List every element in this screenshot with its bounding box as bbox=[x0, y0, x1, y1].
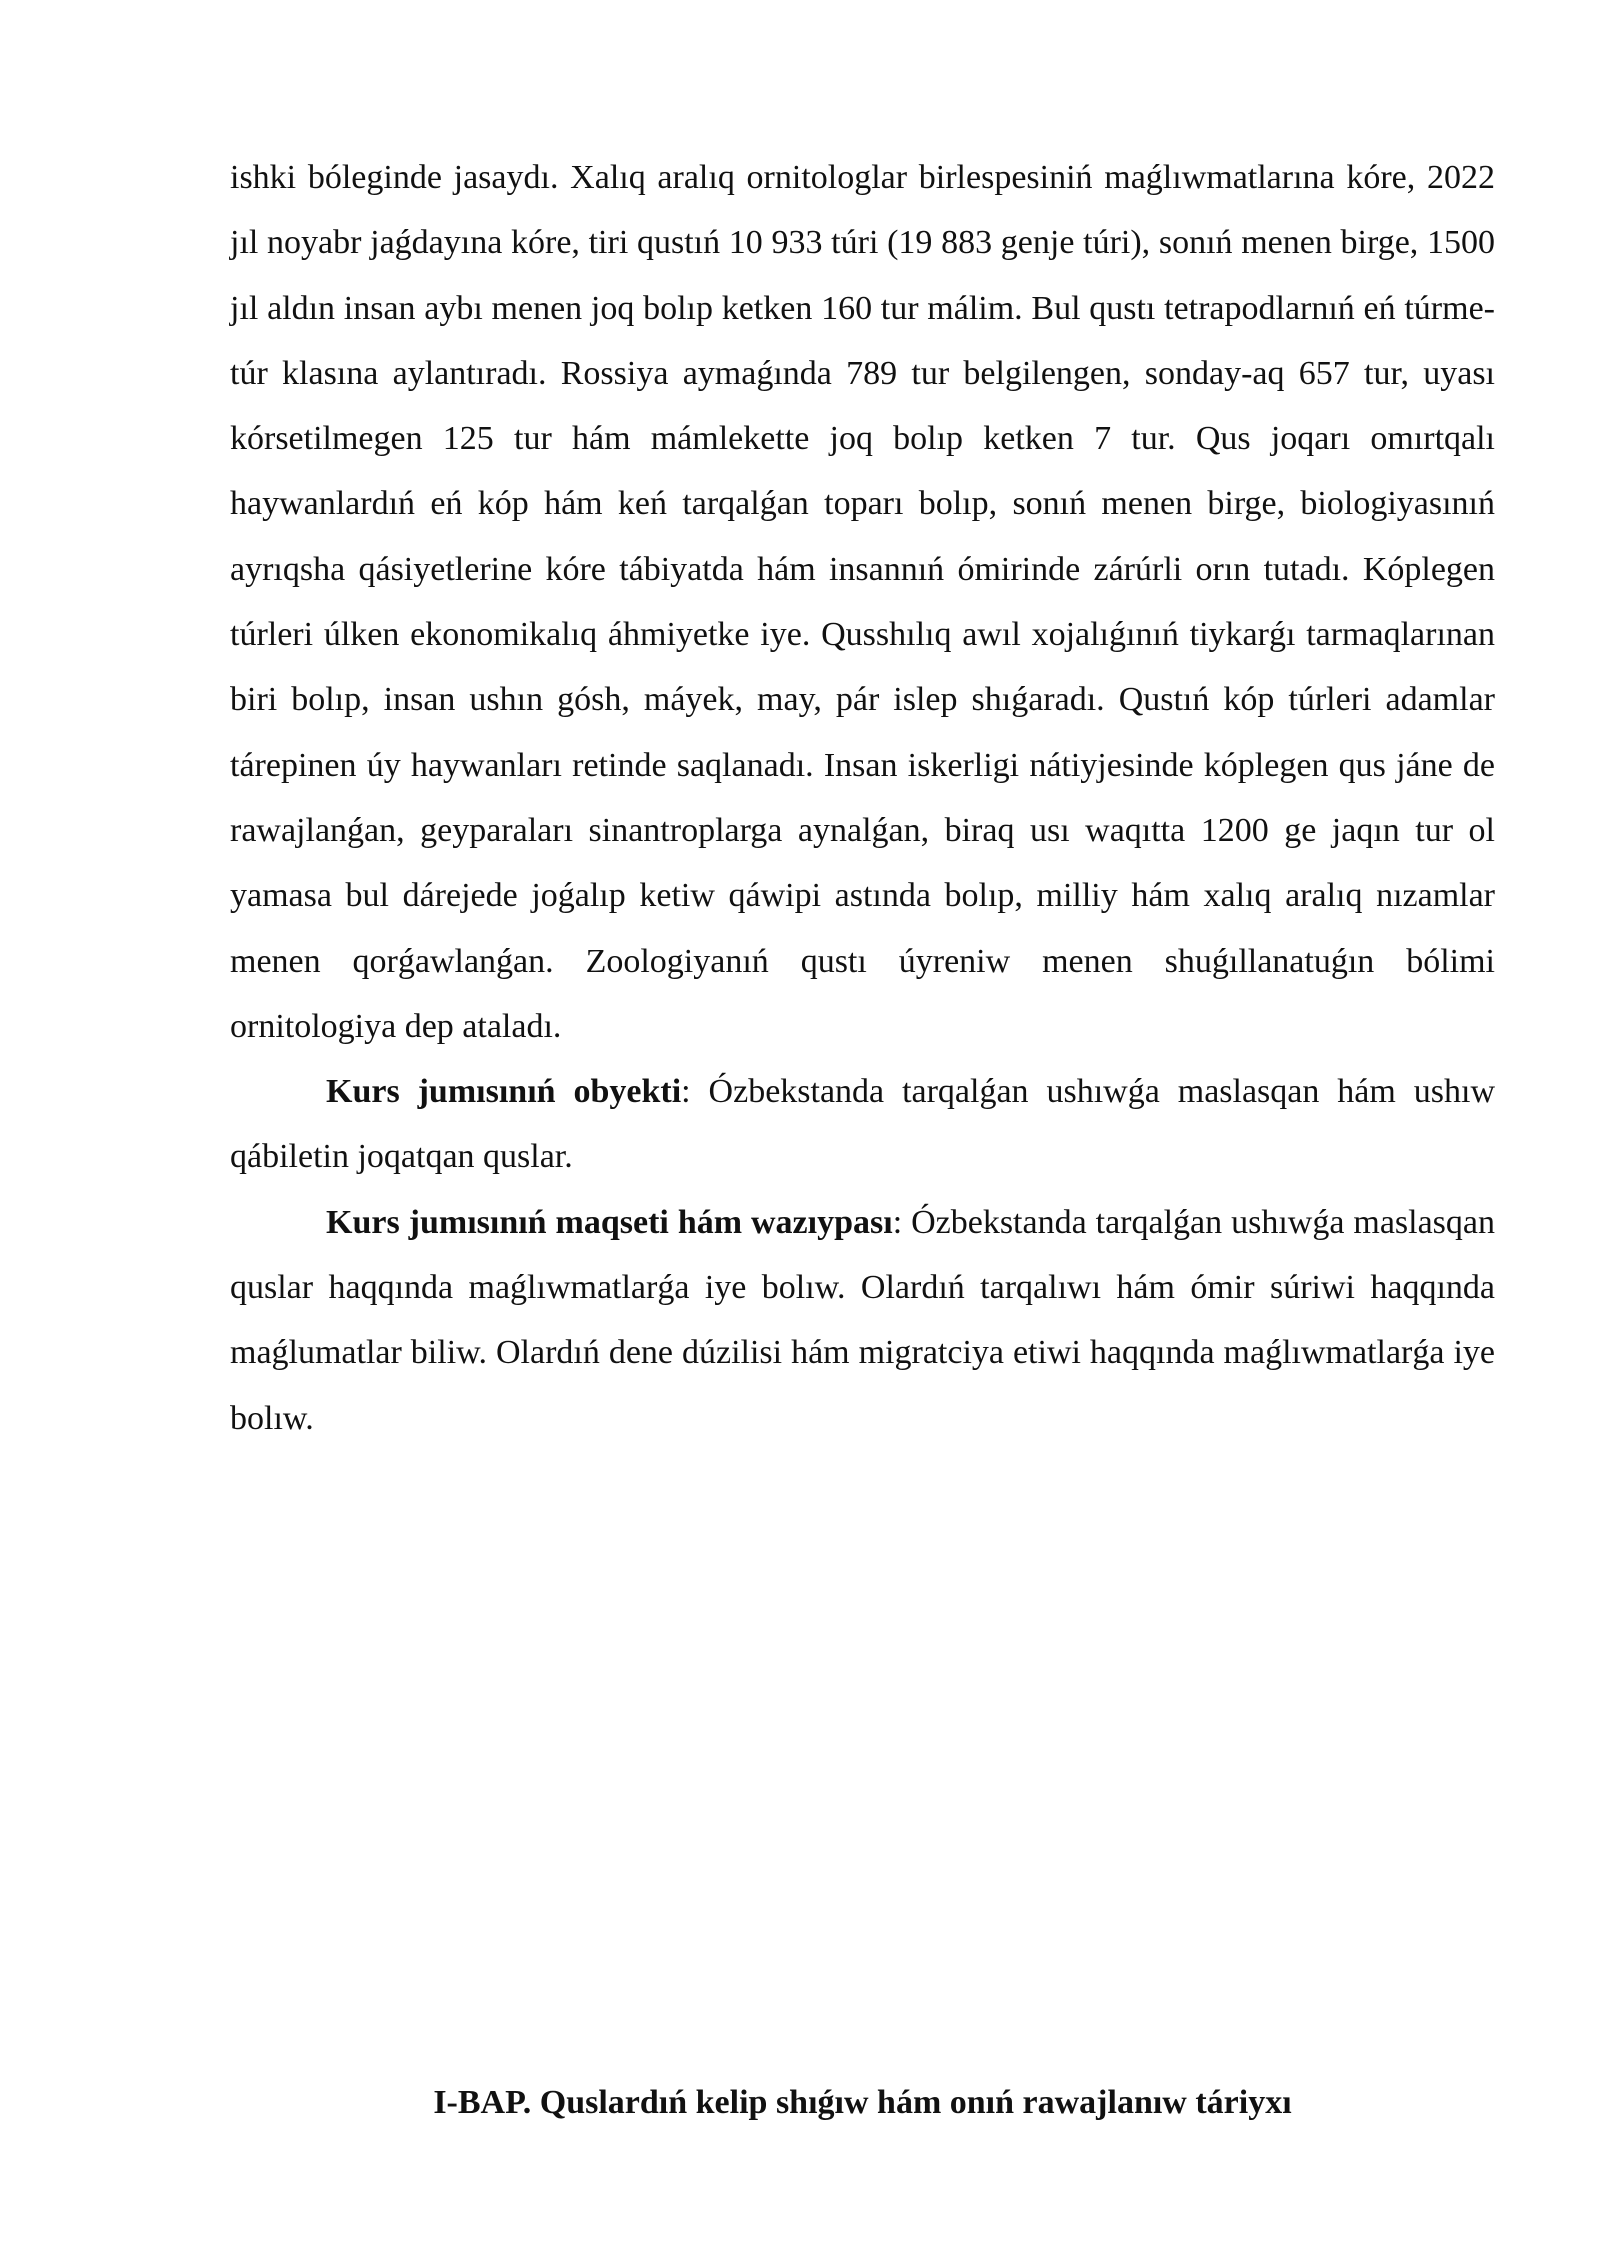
course-goal-label: Kurs jumısınıń maqseti hám wazıypası bbox=[326, 1203, 893, 1241]
course-goal-text: : Ózbekstanda tarqalǵan ushıwǵa maslasqan quslar haqqında maǵlıwmatlarǵa iye bolıw. Olardıń tarqalıwı hám ómir súriwi haqqında maǵlumatlar biliw. Olardıń dene dúzilisi hám migratciya etiwi haqqında maǵlıwmatlarǵa iye bolıw. bbox=[230, 1203, 1495, 1437]
course-object-paragraph bbox=[230, 1059, 1495, 1190]
chapter-heading: I-BAP. Quslardıń kelip shıǵıw hám onıń rawajlanıw táriyxı bbox=[433, 2084, 1292, 2121]
intro-paragraph: ishki bóleginde jasaydı. Xalıq aralıq ornitologlar birlespesiniń maǵlıwmatlarına kóre, 2022 jıl noyabr jaǵdayına kóre, tiri qustıń 10 933 túri (19 883 genje túri), sonıń menen birge, 1500 jıl aldın insan aybı menen joq bolıp ketken 160 tur málim. Bul qustı tetrapodlarnıń eń túrme-túr klasına aylantıradı. Rossiya aymaǵında 789 tur belgilengen, sonday-aq 657 tur, uyası kórsetilmegen 125 tur hám mámlekette joq bolıp ketken 7 tur. Qus joqarı omırtqalı haywanlardıń eń kóp hám keń tarqalǵan toparı bolıp, sonıń menen birge, biologiyasınıń ayrıqsha qásiyetlerine kóre tábiyatda hám insannıń ómirinde zárúrli orın tutadı. Kóplegen túrleri úlken ekonomikalıq áhmiyetke iye. Qusshılıq awıl xojalıǵınıń tiykarǵı tarmaqlarınan biri bolıp, insan ushın gósh, máyek, may, pár islep shıǵaradı. Qustıń kóp túrleri adamlar tárepinen úy haywanları retinde saqlanadı. Insan iskerligi nátiyjesinde kóplegen qus jáne de rawajlanǵan, geyparaları sinantroplarga aynalǵan, biraq usı waqıtta 1200 ge jaqın tur ol yamasa bul dárejede joǵalıp ketiw qáwipi astında bolıp, milliy hám xalıq aralıq nızamlar menen qorǵawlanǵan. Zoologiyanıń qustı úyreniw menen shuǵıllanatuǵın bólimi ornitologiya dep ataladı. bbox=[230, 159, 1495, 1045]
course-object-label: Kurs jumısınıń obyekti bbox=[326, 1073, 682, 1111]
body-text bbox=[230, 145, 1495, 1451]
course-object-text: : Ózbekstanda tarqalǵan ushıwǵa maslasqan hám ushıw qábiletin joqatqan quslar. bbox=[230, 1073, 1495, 1176]
course-goal-paragraph bbox=[230, 1190, 1495, 1451]
